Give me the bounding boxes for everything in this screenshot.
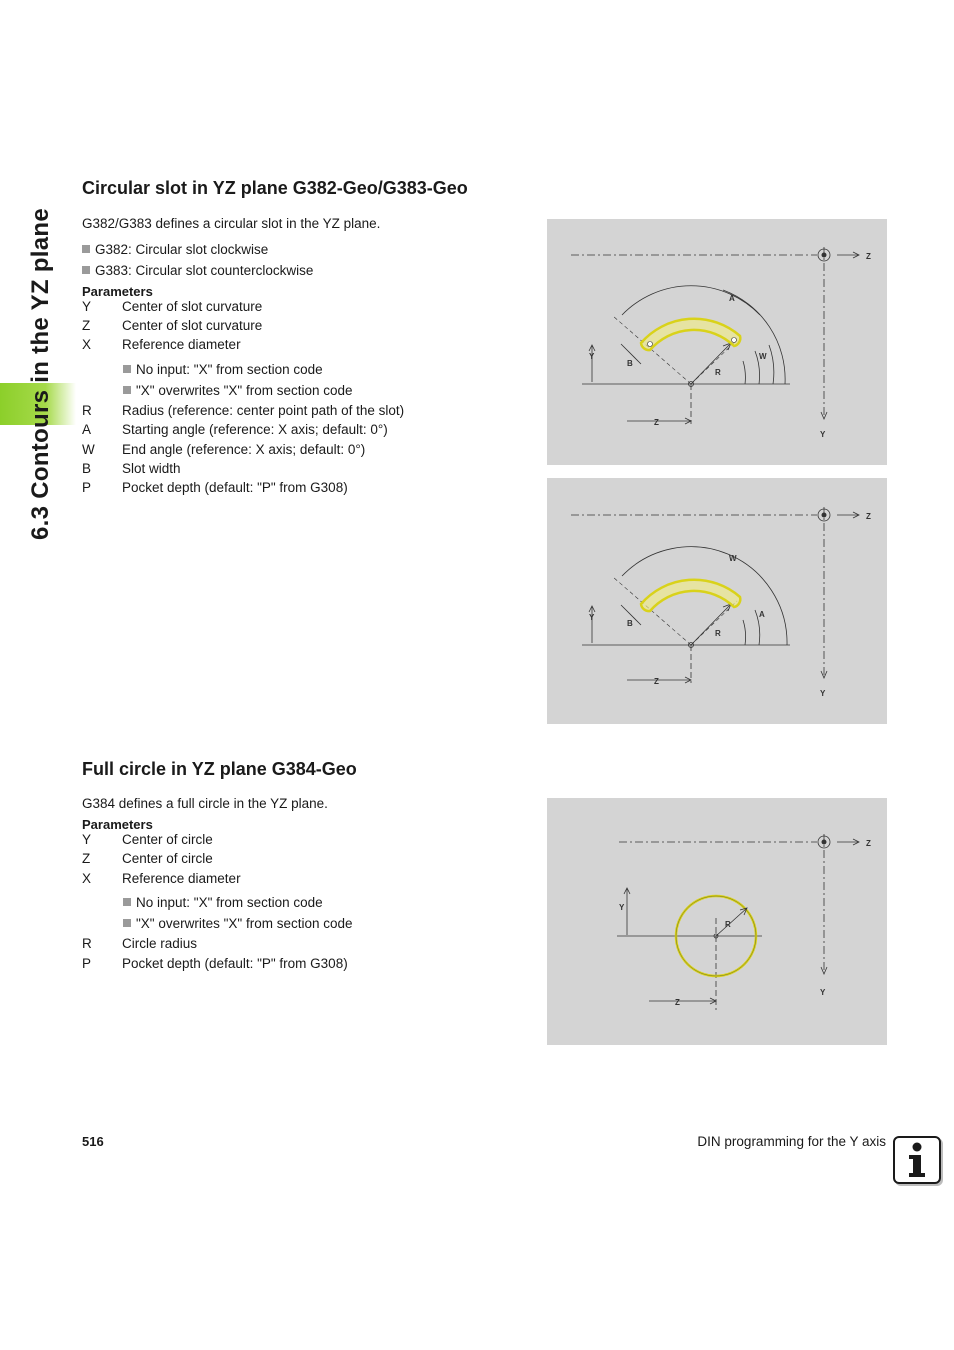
parameters-label: Parameters xyxy=(82,817,153,832)
y-dimension-label: Y xyxy=(589,613,595,622)
param-row: X Reference diameter xyxy=(82,871,241,886)
z-dimension-label: Z xyxy=(654,677,659,686)
b-width-label: B xyxy=(627,619,633,628)
list-item: No input: "X" from section code xyxy=(123,892,323,913)
y-axis-label: Y xyxy=(820,689,826,698)
y-dimension-label: Y xyxy=(619,903,625,912)
param-row: P Pocket depth (default: "P" from G308) xyxy=(82,956,348,971)
z-dimension-label: Z xyxy=(675,998,680,1007)
chapter-title: 6.3 Contours in the YZ plane xyxy=(27,207,54,540)
r-radius-label: R xyxy=(725,920,731,929)
figure-full-circle xyxy=(547,798,887,1045)
list-item: "X" overwrites "X" from section code xyxy=(123,380,353,401)
w-angle-label: W xyxy=(729,554,737,563)
param-row: R Radius (reference: center point path of the slot) xyxy=(82,403,405,418)
y-axis-label: Y xyxy=(820,430,826,439)
param-row: W End angle (reference: X axis; default: 0°) xyxy=(82,442,366,457)
param-row: Z Center of circle xyxy=(82,851,213,866)
footer-title: DIN programming for the Y axis xyxy=(697,1134,886,1149)
b-width-label: B xyxy=(627,359,633,368)
param-row: Y Center of circle xyxy=(82,832,213,847)
param-row: Z Center of slot curvature xyxy=(82,318,263,333)
a-angle-label: A xyxy=(729,294,735,303)
param-row: X Reference diameter xyxy=(82,337,241,352)
page-number: 516 xyxy=(82,1134,104,1149)
param-row: Y Center of slot curvature xyxy=(82,299,263,314)
info-icon xyxy=(893,1136,941,1184)
section-intro: G384 defines a full circle in the YZ plane. xyxy=(82,796,328,811)
bullet-square-icon xyxy=(123,386,131,394)
bullet-square-icon xyxy=(123,898,131,906)
section-title-full-circle: Full circle in YZ plane G384-Geo xyxy=(82,759,357,779)
parameters-label: Parameters xyxy=(82,284,153,299)
param-row: R Circle radius xyxy=(82,936,198,951)
w-angle-label: W xyxy=(759,352,767,361)
param-row: A Starting angle (reference: X axis; default: 0°) xyxy=(82,422,388,437)
y-axis-label: Y xyxy=(820,988,826,997)
r-radius-label: R xyxy=(715,368,721,377)
param-row: P Pocket depth (default: "P" from G308) xyxy=(82,480,348,495)
z-dimension-label: Z xyxy=(654,418,659,427)
bullet-square-icon xyxy=(123,919,131,927)
param-row: B Slot width xyxy=(82,461,181,476)
figure-circular-slot-clockwise xyxy=(547,219,887,465)
bullet-square-icon xyxy=(82,266,90,274)
bullet-square-icon xyxy=(82,245,90,253)
section-intro: G382/G383 defines a circular slot in the YZ plane. xyxy=(82,216,381,231)
z-axis-label: Z xyxy=(866,512,871,521)
bullet-list xyxy=(82,239,313,281)
bullet-square-icon xyxy=(123,365,131,373)
r-radius-label: R xyxy=(715,629,721,638)
y-dimension-label: Y xyxy=(589,352,595,361)
section-title-circular-slot: Circular slot in YZ plane G382-Geo/G383-Geo xyxy=(82,178,468,198)
list-item: "X" overwrites "X" from section code xyxy=(123,913,353,934)
a-angle-label: A xyxy=(759,610,765,619)
z-axis-label: Z xyxy=(866,839,871,848)
list-item: G382: Circular slot clockwise xyxy=(82,239,313,260)
list-item: G383: Circular slot counterclockwise xyxy=(82,260,313,281)
figure-circular-slot-counterclockwise xyxy=(547,478,887,724)
z-axis-label: Z xyxy=(866,252,871,261)
list-item: No input: "X" from section code xyxy=(123,359,323,380)
